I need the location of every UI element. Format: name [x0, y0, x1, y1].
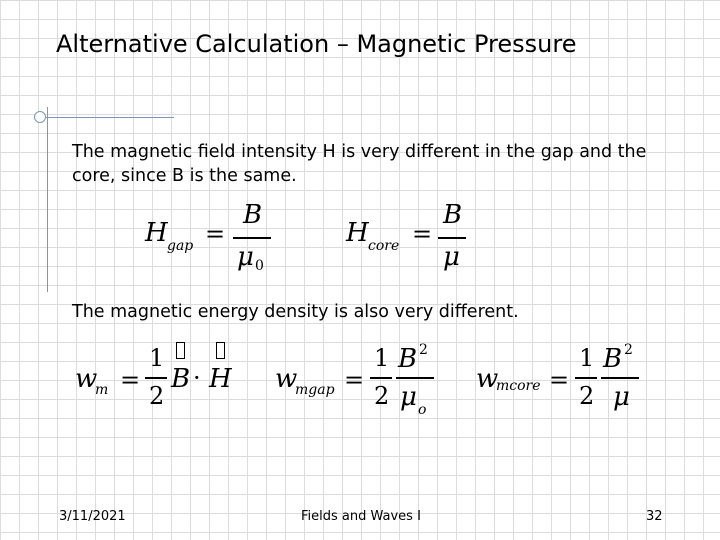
w-mcore-fraction-bar-2 [601, 377, 639, 379]
w-mcore-superscript: 2 [624, 342, 633, 358]
w-m-term-b: B [171, 364, 191, 394]
equation-w-m [75, 340, 245, 420]
w-m-numerator: 1 [149, 344, 165, 372]
decorative-rule-vertical [47, 107, 48, 292]
w-mgap-equals: = [344, 366, 365, 394]
h-gap-equals: = [205, 220, 226, 248]
w-m-dot: · [193, 364, 201, 392]
paragraph-line-1: The magnetic field intensity H is very different in the gap and the [72, 142, 647, 162]
h-core-numerator: B [443, 200, 463, 230]
w-mgap-lhs: w [275, 364, 298, 394]
equation-h-core [346, 200, 476, 280]
w-mgap-numerator-1: 1 [374, 344, 390, 372]
h-core-denominator: μ [443, 242, 460, 272]
footer-course: Fields and Waves I [301, 509, 421, 524]
w-mcore-sub: mcore [496, 378, 541, 394]
decorative-rule-horizontal [44, 117, 174, 118]
w-mgap-fraction-bar-2 [396, 377, 434, 379]
w-mgap-denominator-sub: o [418, 402, 427, 418]
paragraph-energy-density: The magnetic energy density is also very different. [72, 302, 519, 322]
w-mgap-fraction-bar-1 [370, 377, 392, 379]
w-mgap-denominator-1: 2 [374, 382, 390, 410]
decorative-rule-circle [34, 111, 46, 123]
equation-h-gap [145, 200, 295, 280]
h-gap-denominator-sub: 0 [255, 258, 264, 274]
h-core-fraction-bar [438, 237, 466, 239]
h-gap-sub: gap [167, 238, 194, 254]
w-mgap-superscript: 2 [419, 342, 428, 358]
h-gap-denominator: μ [237, 242, 254, 272]
h-core-sub: core [368, 238, 400, 254]
vector-arrow-b-icon [176, 342, 185, 359]
w-mcore-fraction-bar-1 [575, 377, 597, 379]
w-m-lhs: w [75, 364, 98, 394]
w-mgap-denominator-2: μ [400, 382, 417, 412]
w-mgap-sub: mgap [295, 382, 335, 398]
footer-page-number: 32 [646, 509, 663, 524]
w-m-term-h: H [209, 364, 232, 394]
equation-w-mgap [275, 340, 445, 425]
vector-arrow-h-icon [216, 342, 225, 359]
paragraph-field-intensity [72, 140, 646, 188]
h-core-lhs: H [346, 218, 369, 248]
w-mcore-denominator-1: 2 [579, 382, 595, 410]
w-mcore-numerator-1: 1 [579, 344, 595, 372]
w-mcore-equals: = [549, 366, 570, 394]
h-core-equals: = [412, 220, 433, 248]
equation-w-mcore [476, 340, 646, 420]
w-mcore-lhs: w [476, 364, 499, 394]
w-m-equals: = [120, 366, 141, 394]
w-m-fraction-bar [145, 377, 167, 379]
w-m-denominator: 2 [149, 382, 165, 410]
h-gap-lhs: H [145, 218, 168, 248]
footer-date: 3/11/2021 [59, 509, 126, 524]
w-mcore-numerator-2: B [603, 344, 623, 374]
h-gap-numerator: B [243, 200, 263, 230]
paragraph-line-2: core, since B is the same. [72, 166, 297, 186]
page-title: Alternative Calculation – Magnetic Pressure [56, 30, 577, 58]
w-m-sub: m [95, 382, 109, 398]
h-gap-fraction-bar [233, 237, 271, 239]
w-mcore-denominator-2: μ [613, 382, 630, 412]
w-mgap-numerator-2: B [398, 344, 418, 374]
